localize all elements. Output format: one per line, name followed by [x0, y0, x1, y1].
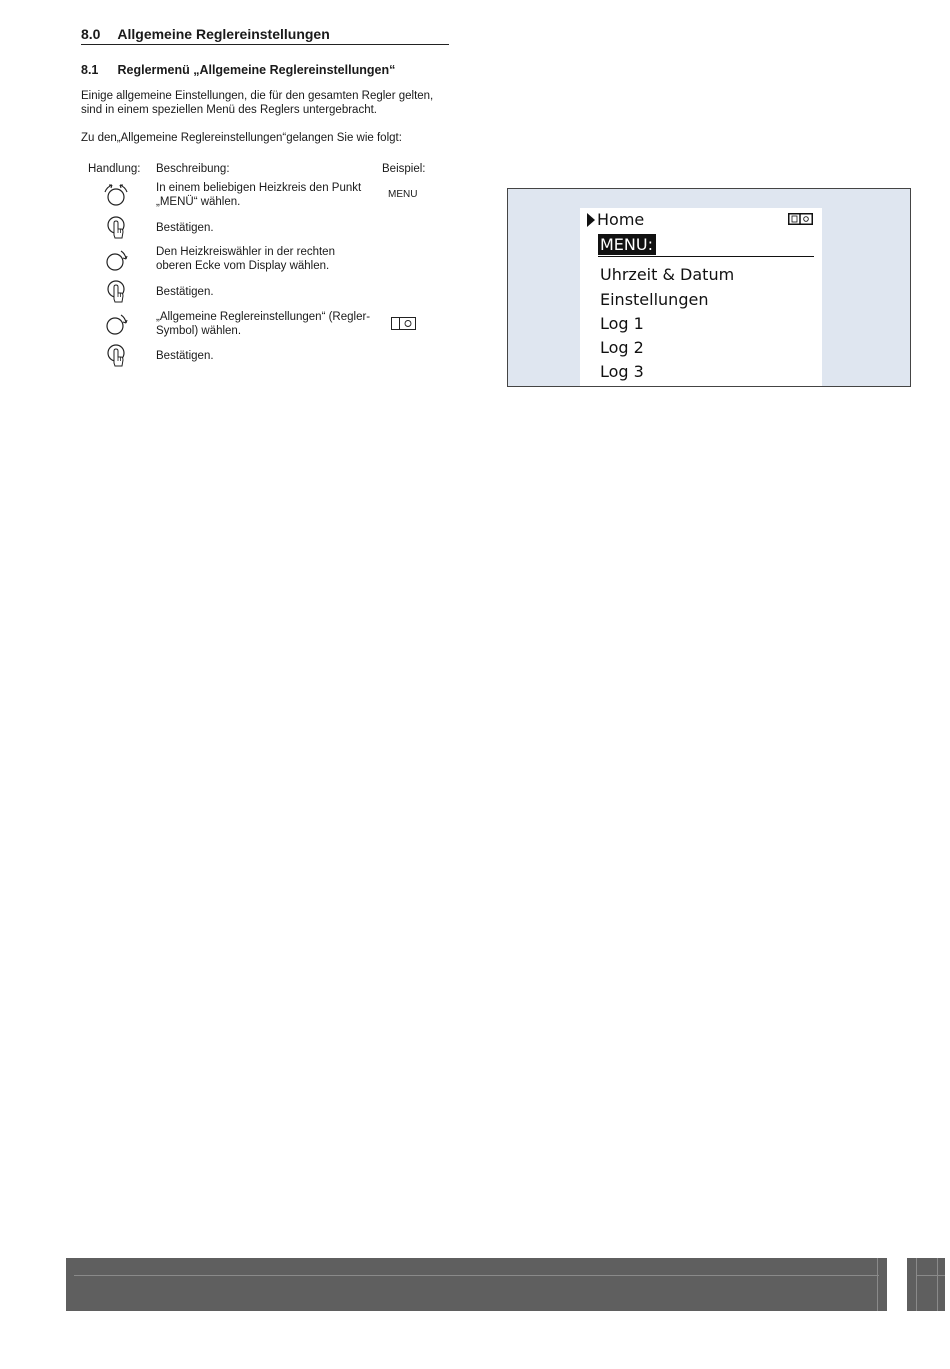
- lcd-screen: [580, 208, 822, 387]
- subsection-heading: [81, 63, 395, 77]
- row-description: Den Heizkreiswähler in der rechten oberen Ecke vom Display wählen.: [156, 246, 335, 272]
- display-menu-item: Uhrzeit & Datum: [600, 265, 735, 284]
- row-description: Bestätigen.: [156, 222, 214, 234]
- pointer-arrow-icon: [587, 213, 595, 227]
- footer-bar: [66, 1258, 887, 1311]
- header-description: Beschreibung:: [156, 163, 230, 175]
- intro-paragraph: Einige allgemeine Einstellungen, die für den gesamten Regler gelten, sind in einem speziellen Menü des Reglers untergebracht.: [81, 90, 434, 116]
- row-example: MENU: [388, 189, 418, 200]
- row-description: In einem beliebigen Heizkreis den Punkt „MENÜ“ wählen.: [156, 182, 362, 208]
- row-description: Bestätigen.: [156, 350, 214, 362]
- dial-turn-right-icon: [101, 247, 131, 273]
- push-button-icon: [101, 343, 131, 369]
- subsection-number: 8.1: [81, 63, 99, 77]
- display-menu-item: Log 3: [600, 362, 644, 381]
- display-menu-title: MENU:: [598, 234, 656, 255]
- controller-symbol-icon: [788, 213, 813, 225]
- push-button-icon: [101, 215, 131, 241]
- row-description: Bestätigen.: [156, 286, 214, 298]
- display-menu-item: Log 1: [600, 314, 644, 333]
- dial-turn-both-icon: [101, 183, 131, 209]
- footer-page-tab: [907, 1258, 945, 1311]
- display-divider: [598, 256, 814, 257]
- display-figure: [507, 188, 911, 387]
- section-title: Allgemeine Reglereinstellungen: [117, 26, 330, 42]
- controller-symbol-icon: [391, 317, 416, 330]
- header-action: Handlung:: [88, 163, 141, 175]
- dial-turn-right-icon: [101, 311, 131, 337]
- subsection-title: Reglermenü „Allgemeine Reglereinstellungen“: [117, 63, 396, 77]
- lead-paragraph: Zu den„Allgemeine Reglereinstellungen“gelangen Sie wie folgt:: [81, 132, 402, 144]
- section-number: 8.0: [81, 26, 101, 42]
- header-example: Beispiel:: [382, 163, 426, 175]
- display-menu-item: Einstellungen: [600, 290, 709, 309]
- display-menu-item: Log 2: [600, 338, 644, 357]
- display-home: Home: [597, 210, 645, 229]
- row-description: „Allgemeine Reglereinstellungen“ (Regler-Symbol) wählen.: [156, 311, 371, 337]
- push-button-icon: [101, 279, 131, 305]
- section-heading: [81, 26, 449, 45]
